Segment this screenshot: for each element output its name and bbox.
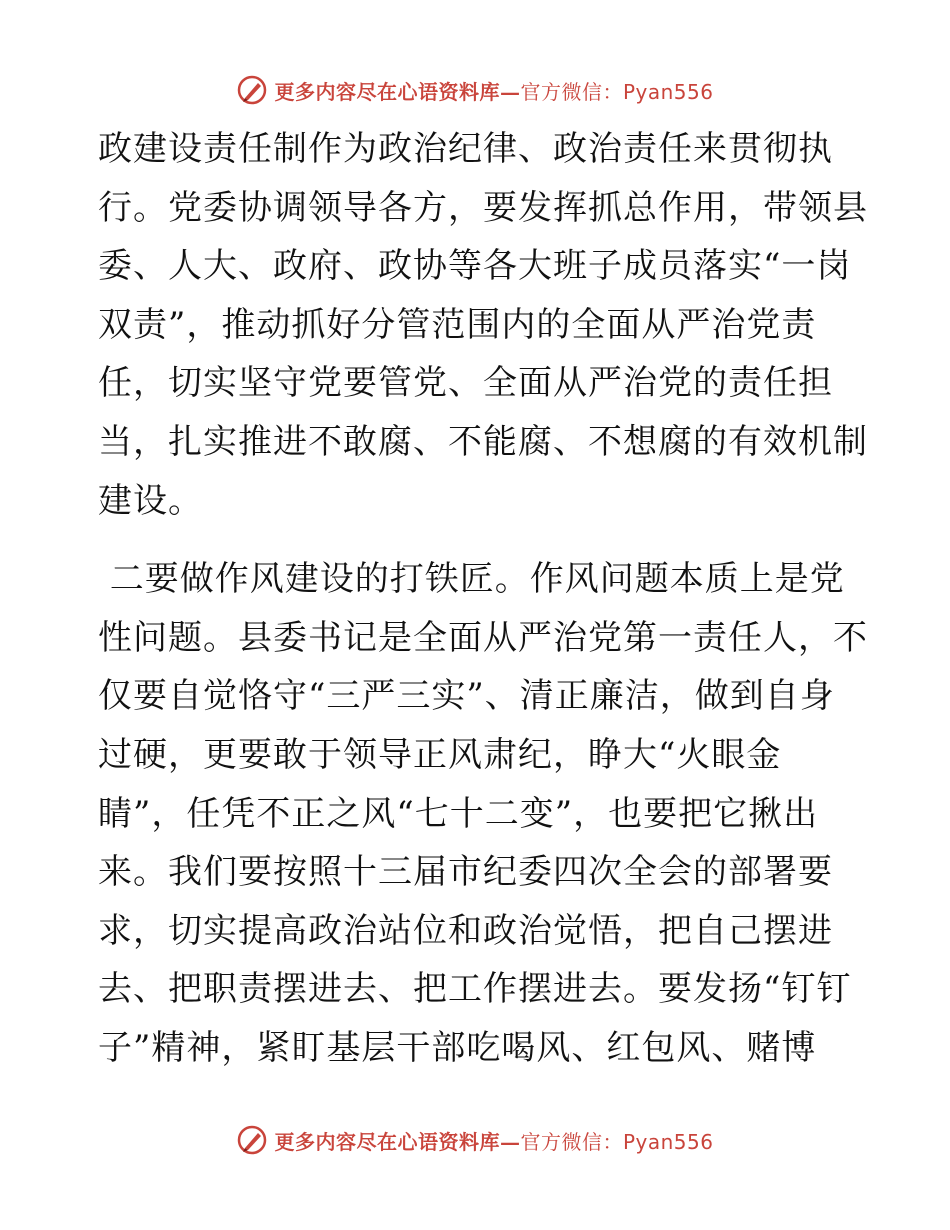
footer-watermark: [0, 1120, 950, 1160]
text-line: 性问题。县委书记是全面从严治党第一责任人，不: [98, 617, 868, 658]
header-watermark: [0, 70, 950, 110]
paragraph-1: [98, 120, 868, 530]
text-line: 来。我们要按照十三届市纪委四次全会的部署要: [98, 852, 833, 893]
text-line: 行。党委协调领导各方，要发挥抓总作用，带领县: [98, 187, 868, 228]
text-line: 子”精神，紧盯基层干部吃喝风、红包风、赌博: [98, 1027, 817, 1068]
pen-logo-icon: [236, 74, 268, 106]
text-line: 政建设责任制作为政治纪律、政治责任来贯彻执: [98, 129, 833, 169]
text-line: 建设。: [98, 480, 203, 521]
text-line: 当，扎实推进不敢腐、不能腐、不想腐的有效机制: [98, 421, 868, 462]
text-line: 睛”，任凭不正之风“七十二变”，也要把它揪出: [98, 793, 819, 834]
pen-logo-icon: [236, 1124, 268, 1156]
text-line: 委、人大、政府、政协等各大班子成员落实“一岗: [98, 246, 852, 287]
document-body: [98, 120, 868, 1078]
text-line: 仅要自觉恪守“三严三实”、清正廉洁，做到自身: [98, 676, 835, 717]
text-line: 二要做作风建设的打铁匠。作风问题本质上是党: [98, 559, 845, 600]
text-line: 双责”，推动抓好分管范围内的全面从严治党责: [98, 304, 817, 345]
watermark-wechat: 官方微信：Pyan556: [520, 79, 714, 104]
watermark-wechat: 官方微信：Pyan556: [520, 1129, 714, 1154]
paragraph-2: [98, 550, 868, 1077]
paragraph-spacer: [98, 530, 853, 550]
text-line: 任，切实坚守党要管党、全面从严治党的责任担: [98, 363, 833, 404]
watermark-text: 更多内容尽在心语资料库—: [274, 79, 521, 104]
text-line: 去、把职责摆进去、把工作摆进去。要发扬“钉钉: [98, 969, 852, 1010]
text-line: 过硬，更要敢于领导正风肃纪，睁大“火眼金: [98, 734, 782, 775]
watermark-text: 更多内容尽在心语资料库—: [274, 1129, 521, 1154]
text-line: 求，切实提高政治站位和政治觉悟，把自己摆进: [98, 910, 833, 951]
